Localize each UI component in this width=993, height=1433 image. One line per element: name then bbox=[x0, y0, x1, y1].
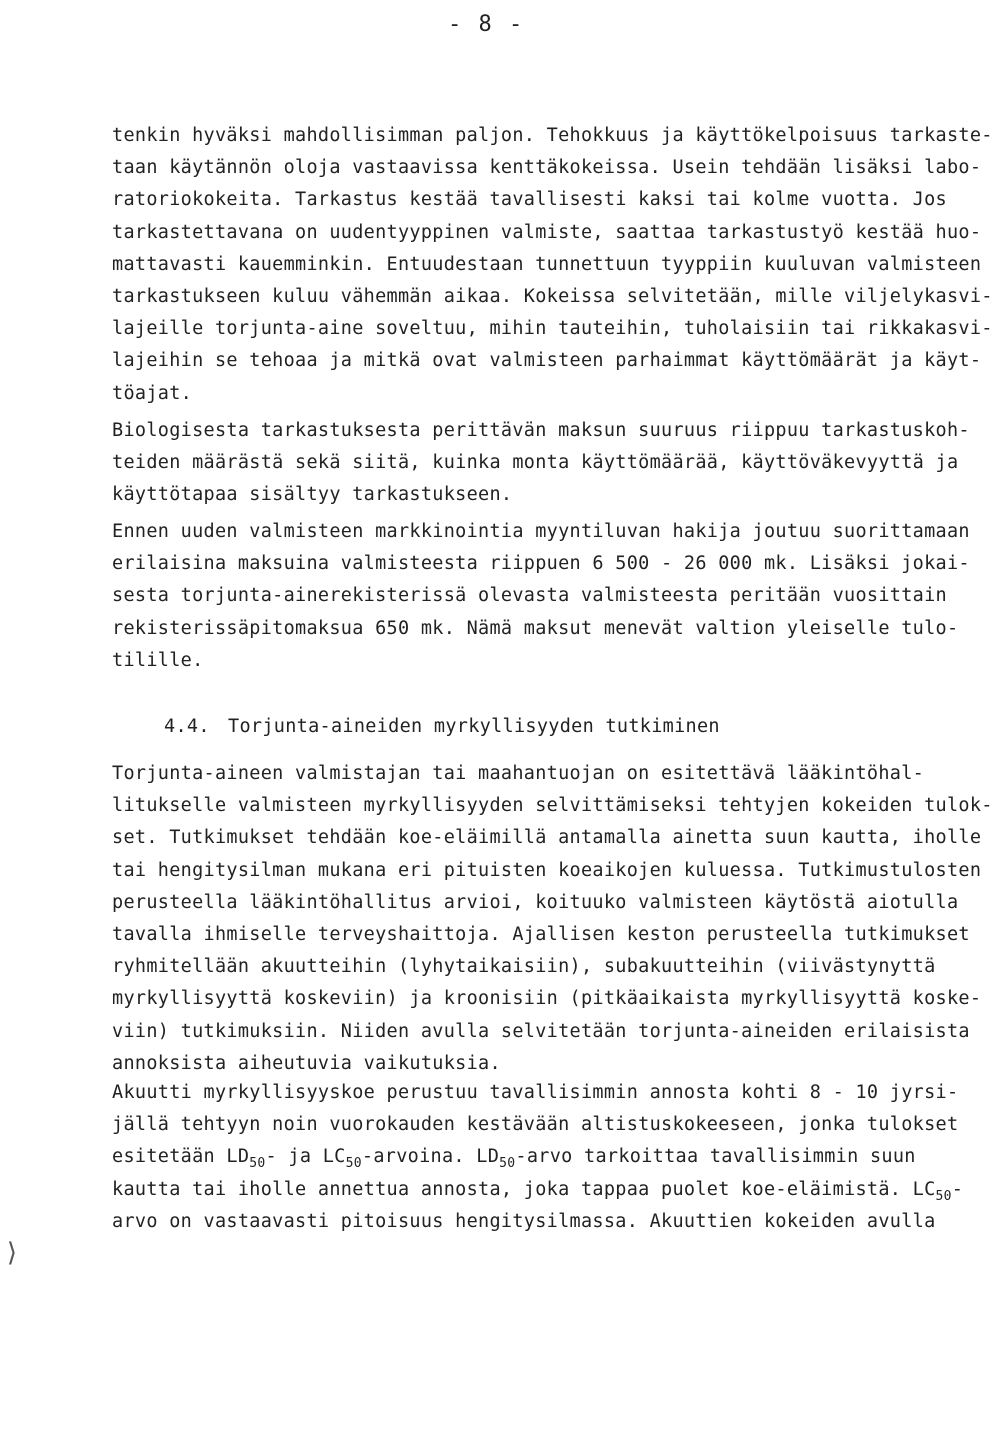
paragraph-fees bbox=[112, 516, 970, 677]
text-line: viin) tutkimuksiin. Niiden avulla selvitetään torjunta-aineiden erilaisista bbox=[112, 1020, 970, 1042]
subscript-50: 50 bbox=[935, 1188, 952, 1204]
text-line: Ennen uuden valmisteen markkinointia myyntiluvan hakija joutuu suorittamaan bbox=[112, 521, 970, 542]
text-line: tavalla ihmiselle terveyshaittoja. Ajallisen keston perusteella tutkimukset bbox=[112, 924, 970, 946]
section-title: Torjunta-aineiden myrkyllisyyden tutkiminen bbox=[228, 716, 720, 737]
text-line: rekisterissäpitomaksua 650 mk. Nämä maksut menevät valtion yleiselle tulo- bbox=[112, 617, 959, 639]
text-line-lc50 bbox=[112, 1174, 964, 1206]
text-segment: -arvoina. LD bbox=[361, 1146, 500, 1168]
text-line: Torjunta-aineen valmistajan tai maahantuojan on esitettävä lääkintöhal- bbox=[112, 763, 925, 784]
text-line: jällä tehtyyn noin vuorokauden kestävään altistuskokeeseen, jonka tulokset bbox=[112, 1114, 959, 1136]
subscript-50: 50 bbox=[249, 1156, 266, 1172]
text-line: tilille. bbox=[112, 649, 204, 671]
paragraph-testing-duration bbox=[112, 120, 993, 410]
text-line: taan käytännön oloja vastaavissa kenttäkokeissa. Usein tehdään lisäksi labo- bbox=[112, 157, 982, 179]
text-line: käyttötapaa sisältyy tarkastukseen. bbox=[112, 484, 513, 506]
text-line: litukselle valmisteen myrkyllisyyden selvittämiseksi tehtyjen kokeiden tulok- bbox=[112, 795, 993, 817]
text-segment: -arvo tarkoittaa tavallisimmin suun bbox=[515, 1146, 916, 1168]
text-line: tai hengitysilman mukana eri pituisten koeaikojen kuluessa. Tutkimustulosten bbox=[112, 859, 982, 881]
subscript-50: 50 bbox=[499, 1156, 516, 1172]
subscript-50: 50 bbox=[345, 1156, 362, 1172]
text-line: myrkyllisyyttä koskeviin) ja kroonisiin (pitkäaikaista myrkyllisyyttä koske- bbox=[112, 988, 982, 1010]
text-line: ryhmitellään akuutteihin (lyhytaikaisiin), subakuutteihin (viivästynyttä bbox=[112, 956, 936, 978]
text-segment: esitetään LD bbox=[112, 1146, 250, 1168]
section-heading bbox=[164, 716, 720, 737]
text-line: töajat. bbox=[112, 382, 193, 404]
text-line: tenkin hyväksi mahdollisimman paljon. Tehokkuus ja käyttökelpoisuus tarkaste- bbox=[112, 125, 993, 146]
text-segment: - ja LC bbox=[265, 1146, 346, 1168]
text-line: Akuutti myrkyllisyyskoe perustuu tavallisimmin annosta kohti 8 - 10 jyrsi- bbox=[112, 1082, 959, 1103]
text-line: ratoriokokeita. Tarkastus kestää tavallisesti kaksi tai kolme vuotta. Jos bbox=[112, 189, 947, 211]
text-line: erilaisina maksuina valmisteesta riippuen 6 500 - 26 000 mk. Lisäksi jokai- bbox=[112, 553, 970, 575]
text-line: perusteella lääkintöhallitus arvioi, koituuko valmisteen käytöstä aiotulla bbox=[112, 891, 959, 913]
text-line: annoksista aiheutuvia vaikutuksia. bbox=[112, 1052, 501, 1074]
margin-pencil-mark: ⟩ bbox=[4, 1238, 20, 1268]
page-number: - 8 - bbox=[448, 12, 525, 37]
text-line: lajeille torjunta-aine soveltuu, mihin tauteihin, tuholaisiin tai rikkakasvi- bbox=[112, 318, 993, 340]
text-line: tarkastettavana on uudentyyppinen valmiste, saattaa tarkastustyö kestää huo- bbox=[112, 221, 982, 243]
text-line: lajeihin se tehoaa ja mitkä ovat valmisteen parhaimmat käyttömäärät ja käyt- bbox=[112, 350, 982, 372]
text-line: arvo on vastaavasti pitoisuus hengitysilmassa. Akuuttien kokeiden avulla bbox=[112, 1210, 936, 1232]
paragraph-fee-basis bbox=[112, 415, 970, 512]
paragraph-acute-toxicity bbox=[112, 1077, 964, 1238]
paragraph-toxicity-studies bbox=[112, 758, 993, 1080]
text-segment: kautta tai iholle annettua annosta, joka tappaa puolet koe-eläimistä. LC bbox=[112, 1178, 936, 1200]
text-segment: - bbox=[951, 1178, 964, 1200]
text-line-ld-lc bbox=[112, 1141, 916, 1173]
text-line: set. Tutkimukset tehdään koe-eläimillä antamalla ainetta suun kautta, iholle bbox=[112, 827, 982, 849]
text-line: Biologisesta tarkastuksesta perittävän maksun suuruus riippuu tarkastuskoh- bbox=[112, 420, 970, 441]
text-line: mattavasti kauemminkin. Entuudestaan tunnettuun tyyppiin kuuluvan valmisteen bbox=[112, 253, 982, 275]
section-number: 4.4. bbox=[164, 716, 210, 737]
text-line: sesta torjunta-ainerekisterissä olevasta valmisteesta peritään vuosittain bbox=[112, 585, 947, 607]
text-line: tarkastukseen kuluu vähemmän aikaa. Kokeissa selvitetään, mille viljelykasvi- bbox=[112, 286, 993, 308]
text-line: teiden määrästä sekä siitä, kuinka monta käyttömäärää, käyttöväkevyyttä ja bbox=[112, 452, 959, 474]
